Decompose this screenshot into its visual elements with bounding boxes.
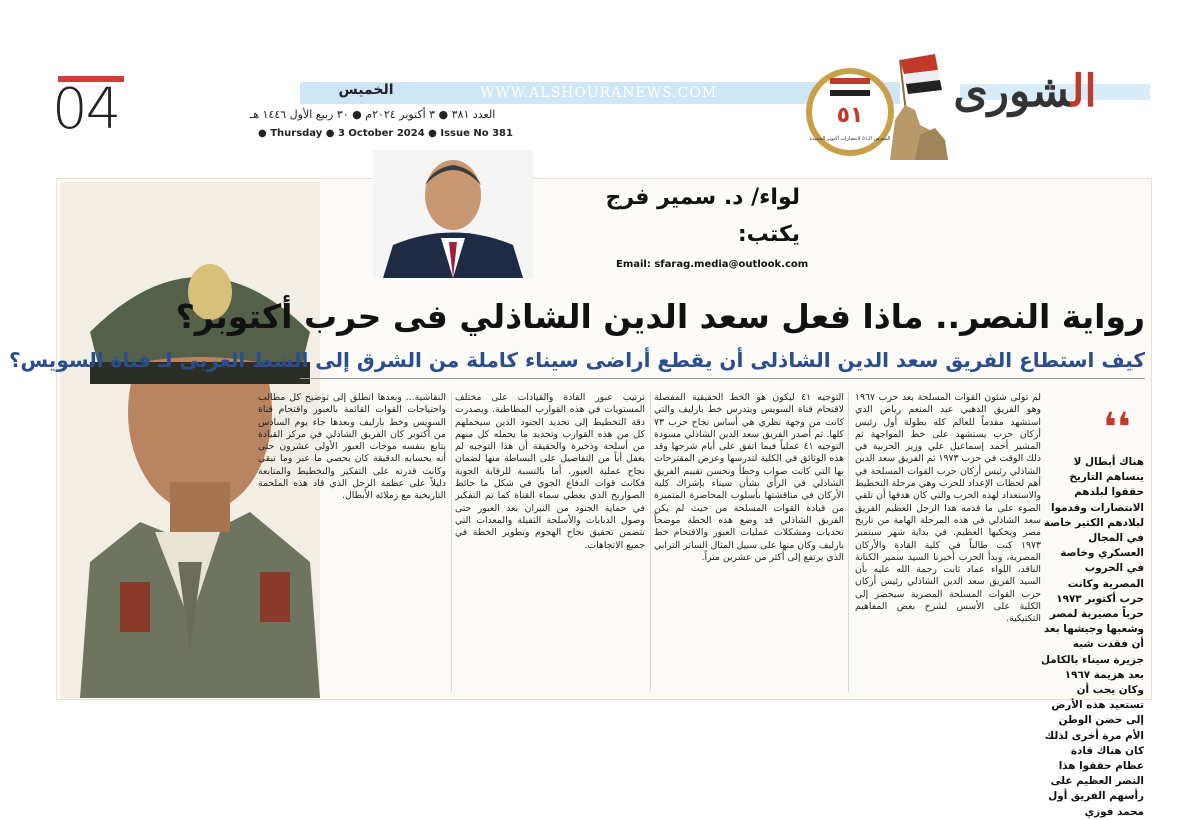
website-link[interactable]: WWW.ALSHOURANEWS.COM (480, 85, 718, 101)
page-number: 04 (52, 77, 120, 142)
column-divider (451, 392, 452, 692)
issue-day: الخميس (338, 82, 394, 98)
author-photo (373, 150, 533, 278)
author-writes-label: يكتب: (737, 222, 800, 247)
author-name: لواء/ د. سمير فرج (605, 185, 800, 210)
article-subheadline: كيف استطاع الفريق سعد الدين الشاذلى أن يقطع أراضى سيناء كاملة من الشرق إلى الشط الغربى لـ قناة السويس؟ (8, 348, 1145, 372)
author-email[interactable]: Email: sfarag.media@outlook.com (616, 259, 809, 270)
issue-info-arabic: العدد ٣٨١ ● ٣ أكتوبر ٢٠٢٤م ● ٣٠ ربيع الأول ١٤٤٦ هـ (250, 108, 496, 121)
article-column-2: التوجيه ٤١ ليكون هو الخط الحقيقية المفصلة لاقتحام قناة السويس ويتدرس خط بارليف والتي كانت من وجهة نظري هي أساس نجاح حرب ٧٣ كلها. ثم أصدر الفريق سعد الدين الشاذلي مسودة التوجيه ٤١ عملياً فيما اتفق على أيام شرحها وقد هذه الوثائق في الكلية لتدرسها وعرض المقترحات بها التي كانت صواب وخطأ ونحسن تقييم الفريق الشاذلي في الرأي بشأن سيناء بإشراك كلية الأركان في مناقشتها بأسلوب المحاضرة المتميزة من قيادة القوات المسلحة من حيث لم يكن الفريق الشاذلي قد وضع هذه الخطة موضحاً تحديات ومشكلات عمليات العبور والاقتحام خط بارليف وكان منها على سبيل المثال الساتر الترابي الذي يرتفع إلى أكثر من عشرين متراً. (654, 392, 844, 563)
issue-info-english: ● Thursday ● 3 October 2024 ● Issue No 381 (258, 128, 513, 139)
article-column-1: لم تولى شئون القوات المسلحة بعد حرب ١٩٦٧ وهو الفريق الذهبي عبد المنعم رياض الذي استشهد مقدماً للعالم كله بطولة أول رئيس أركان حرب يستشهد على خط المواجهة ثم المشير أحمد إسماعيل علي وزير الحربية في ذلك الوقت في حرب ١٩٧٣ ثم الفريق سعد الدين الشاذلي رئيس أركان حرب القوات المسلحة في أهم لحظات الإعداد للحرب وهي مرحلة التخطيط والاستعداد لهذه الحرب والتي كان هدفها أن تلقي الضوء على ما قدمه هذا الرجل العظيم الفريق سعد الشاذلي في هذه المرحلة الهامة من تاريخ مصر ويحكيها العظيم. في بداية شهر سبتمبر ١٩٧٣ كنت طالباً في كلية القادة والأركان المصرية، وبدأ الحرب أخبرنا السيد سمير الكنانة الناقد، اللواء عماد ثابت رحمة الله عليه بأن السيد الفريق سعد الدين الشاذلي رئيس أركان حرب القوات المسلحة المصرية سيحضر إلى الكلية على الأسس لشرح بعض المفاهيم التكتيكية. (855, 392, 1041, 625)
logo-number: ٥١ (836, 103, 864, 128)
article-column-4: النقاشية... وبعدها انطلق إلى توضيح كل مطالب واحتياجات القوات القائمة بالعبور واقتحام قناة السويس وخط بارليف وبعدها جاء يوم السادس من أكتوبر كان الفريق الشاذلي في مركز القيادة يتابع بنفسه موجات العبور الأولى عشرون حتى أنه يحسابه الدقيقة كان يحصي ما عبر وما تبقى وكانت قدرته على التفكير والتخطيط والمتابعة دليلاً على عظمة الرجل الذي قاد هذه الملحمة التاريخية مع زملائه الأبطال. (258, 392, 446, 502)
headline-divider (300, 378, 1145, 379)
article-column-3: ترتيب عبور القادة والقيادات على مختلف المستويات في هذه القوارب المطاطية. ويصدرت دقة التخطيط إلى تحديد الجنود الذين سيحملهم كل من هذه القوارب وتحديد ما يحمله كل منهم من أسلحة وذخيرة والحقيقة أن هذا التوجيه لم يغفل أياً من التفاصيل على البساطة منها لضمان نجاح عملية العبور. أما بالنسبة للرقابة الجوية فكانت قوات الدفاع الجوي في شكل ما حائط الصواريخ الذي يغطي سماء القناة كما تم التفكير في حماية الجنود من النيران بعد العبور حتى وصول الدبابات والأسلحة الثقيلة والمعدات التي تتضمن تحقيق نجاح الهجوم وتطوير الخطة في جميع الاتجاهات. (455, 392, 645, 551)
masthead-main: شورى (953, 66, 1072, 117)
column-divider (848, 392, 849, 692)
newspaper-masthead (940, 66, 1110, 117)
article-headline: رواية النصر.. ماذا فعل سعد الدين الشاذلي فى حرب أكتوبر؟ (175, 297, 1145, 336)
victory-statue-image (860, 50, 960, 160)
column-divider (650, 392, 651, 692)
logo-caption: المعرض الـ٥١ لانتصارات أكتوبر المجيدة (809, 136, 891, 142)
masthead-prefix: ال (1071, 66, 1097, 117)
sidebar-pull-quote: هناك أبطال لا ينساهم التاريخ حققوا لبلدهم الانتصارات وقدموا لبلادهم الكثير خاصة في المجال العسكري وخاصة في الحروب المصرية وكانت حرب أكتوبر ١٩٧٣ حرباً مصيرية لمصر وشعبها وجيشها بعد أن فقدت شبه جزيرة سيناء بالكامل بعد هزيمة ١٩٦٧ وكان يجب أن تستعيد هذه الأرض إلى حضن الوطن الأم مرة أخرى لذلك كان هناك قادة عظام حققوا هذا النصر العظيم على رأسهم الفريق أول محمد فوزي (1041, 456, 1144, 818)
quote-mark-icon: ❛❛ (1103, 405, 1131, 451)
